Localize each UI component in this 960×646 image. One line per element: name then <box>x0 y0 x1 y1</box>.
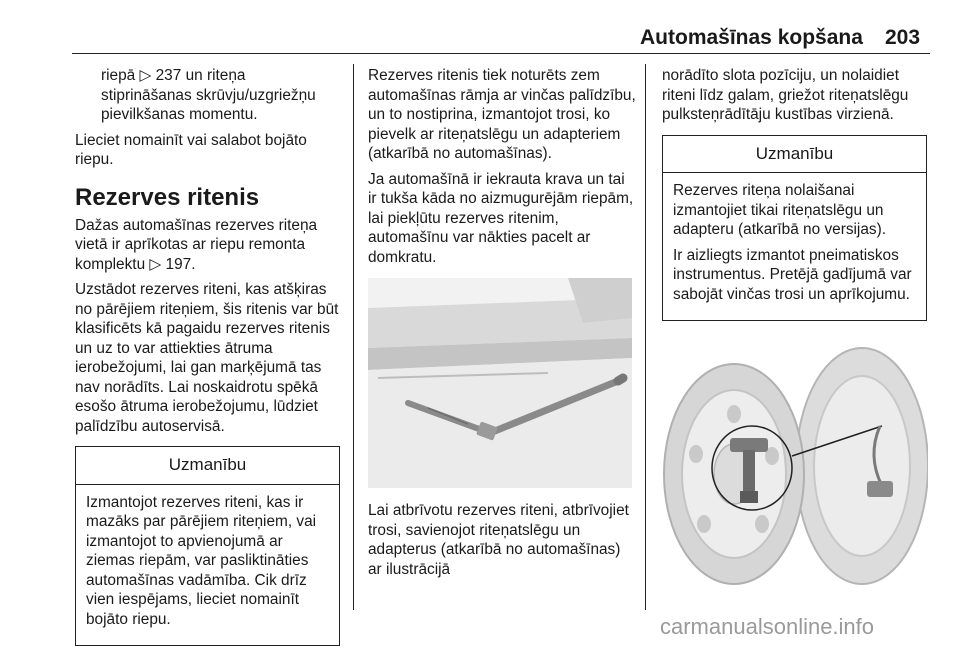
paragraph-repair-tire: Lieciet nomainīt vai salabot bojāto riepu. <box>75 131 307 168</box>
paragraph-temporary-spare: Uzstādot rezerves riteni, kas atšķiras no pārējiem riteņiem, šis ritenis var būt klasificēts kā pagaidu rezerves ritenis un uz to var attiekties ātruma ierobežojumi, lai gan marķējumā tas nav norādīts. Lai noskaidrotu spēkā esošo ātruma ierobežojumu, lūdziet palīdzību autoservisā. <box>75 281 339 435</box>
spare-wheel-adapter-illustration <box>662 326 928 610</box>
watermark: carmanualsonline.info <box>660 614 875 639</box>
caution-body <box>76 485 339 646</box>
column-2-bottom <box>368 501 636 585</box>
caution-box-1 <box>75 446 340 646</box>
caution-text-2: Ir aizliegts izmantot pneimatiskos instrumentus. Pretējā gadījumā var sabojāt vinčas trosi un aprīkojumu. <box>673 246 912 303</box>
page-header-title: Automašīnas kopšana <box>640 26 863 49</box>
paragraph-jack: Ja automašīnā ir iekrauta krava un tai ir tukša kāda no aizmugurējām riepām, lai piekļūtu rezerves ritenim, automašīnu var nākties pacelt ar domkratu. <box>368 170 634 266</box>
column-3 <box>662 66 927 321</box>
paragraph-tire-continued: riepā ▷ 237 un riteņa stiprināšanas skrūvju/uzgriežņu pievilkšanas momentu. <box>101 67 316 123</box>
caution-text-1: Rezerves riteņa nolaišanai izmantojiet tikai riteņatslēgu un adapteru (atkarībā no versijas). <box>673 182 887 238</box>
caution-title: Uzmanību <box>663 136 926 174</box>
column-divider-1 <box>353 64 354 610</box>
caution-box-2 <box>662 135 927 322</box>
header-rule <box>72 53 930 54</box>
paragraph-winch: Rezerves ritenis tiek noturēts zem automašīnas rāmja ar vinčas palīdzību, un to nostiprina, izmantojot trosi, ko pievelk ar riteņatslēgu un adapteriem (atkarībā no automašīnas). <box>368 67 636 162</box>
paragraph-repair-kit: Dažas automašīnas rezerves riteņa vietā ir aprīkotas ar riepu remonta komplektu ▷ 197. <box>75 216 318 273</box>
caution-body <box>663 173 926 320</box>
page-number: 203 <box>885 26 921 49</box>
caution-text: Izmantojot rezerves riteni, kas ir mazāks par pārējiem riteņiem, vai izmantojot to apvienojumā ar ziemas riepām, var pasliktināties automašīnas vadāmība. Cik drīz vien iespējams, lieciet nomainīt bojāto riepu. <box>86 493 317 628</box>
wheel-wrench-illustration <box>368 278 632 488</box>
paragraph-lower-wheel: norādīto slota pozīciju, un nolaidiet riteni līdz galam, griežot riteņatslēgu pulksteņrādītāju kustības virzienā. <box>662 67 909 123</box>
column-2 <box>368 66 636 273</box>
paragraph-release-spare: Lai atbrīvotu rezerves riteni, atbrīvojiet trosi, savienojot riteņatslēgu un adapterus (atkarībā no automašīnas) ar ilustrācijā <box>368 502 629 578</box>
section-heading: Rezerves ritenis <box>75 183 260 211</box>
column-divider-2 <box>645 64 646 610</box>
caution-title: Uzmanību <box>76 447 339 485</box>
column-1 <box>75 66 340 646</box>
